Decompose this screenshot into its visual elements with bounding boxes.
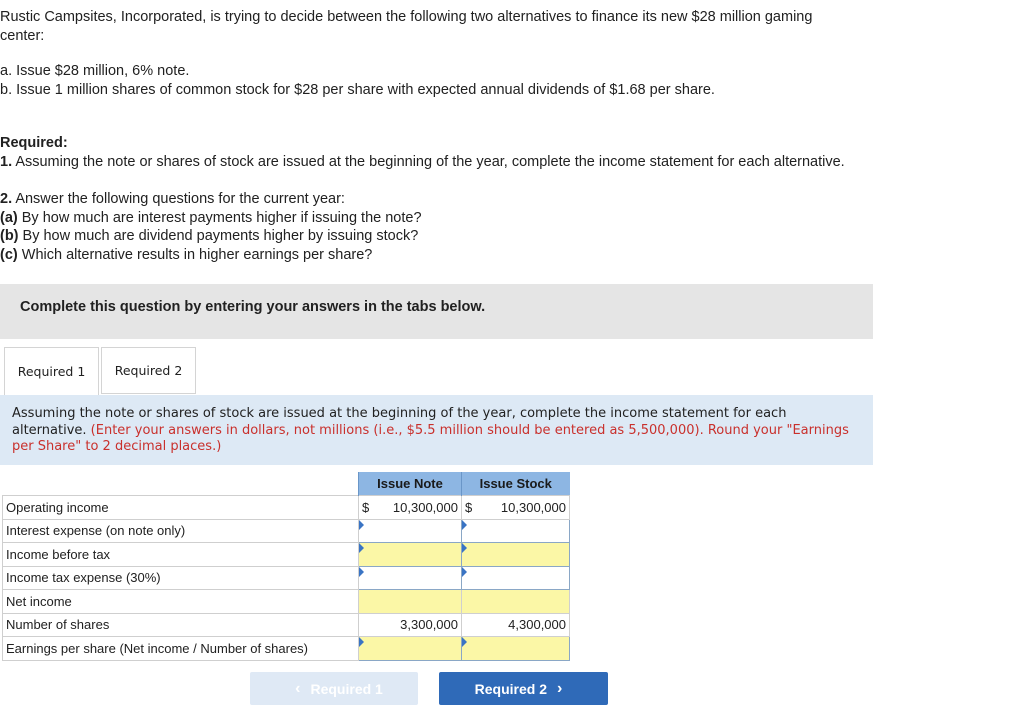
next-button-label: Required 2 [474, 680, 548, 697]
row-operating-income [3, 496, 570, 520]
cell-note-shares: 3,300,000 [359, 613, 462, 637]
next-required-2-button[interactable] [439, 672, 608, 705]
row-interest-expense [3, 519, 570, 543]
alternative-b: b. Issue 1 million shares of common stock for $28 per share with expected annual dividends of $1.68 per share. [0, 82, 715, 98]
question-c: (c) Which alternative results in higher earnings per share? [0, 246, 373, 263]
input-stock-income-tax[interactable] [462, 566, 570, 590]
banner-text: Complete this question by entering your answers in the tabs below. [20, 299, 486, 315]
alternatives-list [0, 62, 715, 100]
intro-line-2: center: [0, 28, 45, 44]
cell-stock-net-income [462, 590, 570, 614]
instructions-note: (Enter your answers in dollars, not millions (i.e., $5.5 million should be entered as 5,500,000). Round your "Earnings per Share" to 2 decimal places.) [12, 422, 849, 454]
tab-required-1[interactable]: Required 1 [4, 347, 99, 395]
instructions-box [0, 395, 873, 465]
cell-note-net-income [359, 590, 462, 614]
problem-intro [0, 8, 960, 46]
required-item-2: 2. Answer the following questions for the current year: [0, 191, 345, 207]
income-statement-table [2, 472, 570, 661]
prev-button-label: Required 1 [310, 680, 383, 697]
input-note-income-tax[interactable] [359, 566, 462, 590]
required-2-questions [0, 190, 422, 264]
cell-stock-shares: 4,300,000 [462, 613, 570, 637]
cell-note-operating-income: $ 10,300,000 [359, 496, 462, 520]
required-section [0, 134, 1000, 171]
input-note-income-before-tax[interactable] [359, 543, 462, 567]
required-heading: Required: [0, 135, 68, 151]
chevron-right-icon: › [557, 679, 563, 697]
row-label: Number of shares [3, 613, 359, 637]
intro-line-1: Rustic Campsites, Incorporated, is trying to decide between the following two alternatives to finance its new $28 million gaming [0, 9, 813, 25]
input-note-eps[interactable] [359, 637, 462, 661]
alternative-a: a. Issue $28 million, 6% note. [0, 63, 190, 79]
chevron-left-icon: ‹ [295, 679, 301, 697]
row-net-income [3, 590, 570, 614]
row-label: Net income [3, 590, 359, 614]
row-number-of-shares [3, 613, 570, 637]
row-income-tax [3, 566, 570, 590]
row-income-before-tax [3, 543, 570, 567]
input-note-interest-expense[interactable] [359, 519, 462, 543]
col-header-issue-note: Issue Note [359, 472, 462, 496]
question-a: (a) By how much are interest payments higher if issuing the note? [0, 209, 422, 226]
row-label: Operating income [3, 496, 359, 520]
row-eps [3, 637, 570, 661]
required-item-1: 1. Assuming the note or shares of stock are issued at the beginning of the year, complete the income statement for each alternative. [0, 153, 845, 170]
input-stock-income-before-tax[interactable] [462, 543, 570, 567]
cell-stock-operating-income: $ 10,300,000 [462, 496, 570, 520]
instructions-text: Assuming the note or shares of stock are issued at the beginning of the year, complete the income statement for each alternative. [12, 406, 787, 438]
question-b: (b) By how much are dividend payments higher by issuing stock? [0, 228, 419, 244]
input-stock-eps[interactable] [462, 637, 570, 661]
row-label: Earnings per share (Net income / Number of shares) [3, 637, 359, 661]
input-stock-interest-expense[interactable] [462, 519, 570, 543]
col-header-issue-stock: Issue Stock [462, 472, 570, 496]
row-label: Interest expense (on note only) [3, 519, 359, 543]
prev-required-1-button[interactable] [250, 672, 418, 705]
complete-question-banner [0, 284, 873, 339]
row-label: Income tax expense (30%) [3, 566, 359, 590]
tab-required-2[interactable]: Required 2 [101, 347, 196, 394]
row-label: Income before tax [3, 543, 359, 567]
table-header-row [3, 472, 570, 496]
